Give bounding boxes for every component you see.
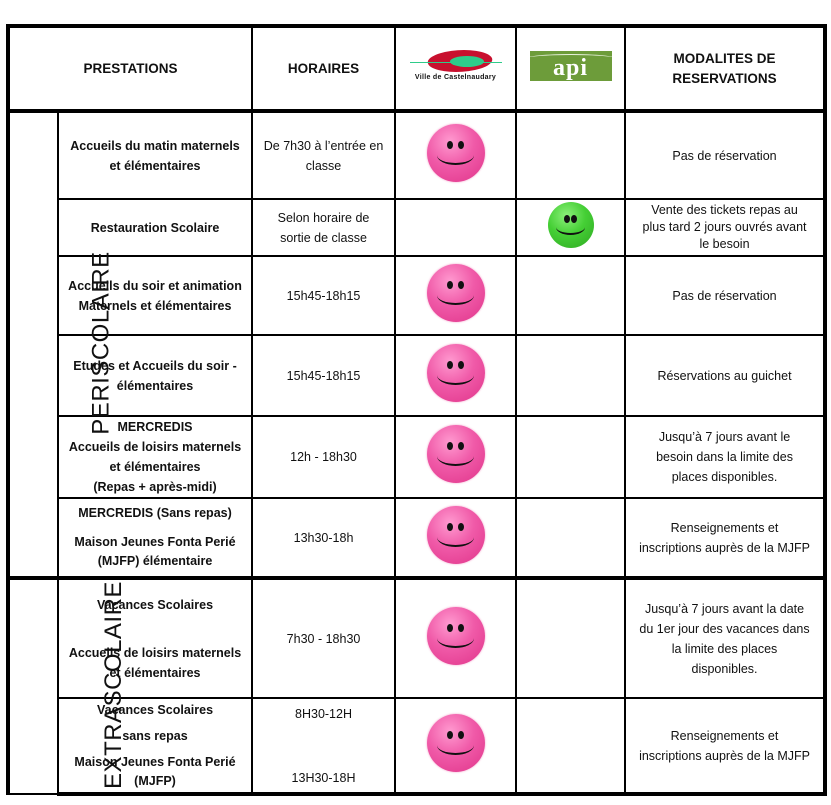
api-cell xyxy=(516,698,625,794)
category-label: PERISCOLAIRE xyxy=(87,251,115,435)
table-row xyxy=(8,416,825,498)
pink-smiley-icon xyxy=(427,344,485,402)
table-row xyxy=(8,335,825,416)
horaires-cell: 15h45-18h15 xyxy=(252,256,395,335)
api-cell xyxy=(516,256,625,335)
header-ville-logo xyxy=(395,26,516,111)
modalites-cell: Réservations au guichet xyxy=(625,335,825,416)
green-smiley-icon xyxy=(548,202,594,248)
prestation-cell: Accueils du soir et animation Maternels et élémentaires xyxy=(58,256,252,335)
ville-cell xyxy=(395,578,516,698)
horaires-cell: 7h30 - 18h30 xyxy=(252,578,395,698)
prestation-cell: Vacances Scolaires Accueils de loisirs maternels et élémentaires xyxy=(58,578,252,698)
ville-de-castelnaudary-logo: Ville de Castelnaudary xyxy=(404,42,508,90)
table-row xyxy=(8,256,825,335)
pink-smiley-icon xyxy=(427,264,485,322)
api-cell xyxy=(516,199,625,256)
modalites-cell: Vente des tickets repas au plus tard 2 jours ouvrés avant le besoin xyxy=(625,199,825,256)
prestation-cell: MERCREDIS Accueils de loisirs maternels et élémentaires (Repas + après-midi) xyxy=(58,416,252,498)
prestation-cell: Restauration Scolaire xyxy=(58,199,252,256)
ville-cell xyxy=(395,498,516,578)
modalites-cell: Renseignements et inscriptions auprès de la MJFP xyxy=(625,698,825,794)
api-cell xyxy=(516,111,625,199)
modalites-cell: Pas de réservation xyxy=(625,111,825,199)
horaires-cell: 8H30-12H 13H30-18H xyxy=(252,698,395,794)
pink-smiley-icon xyxy=(427,607,485,665)
ville-cell xyxy=(395,256,516,335)
ville-cell xyxy=(395,199,516,256)
prestation-cell: MERCREDIS (Sans repas) Maison Jeunes Fonta Perié (MJFP) élémentaire xyxy=(58,498,252,578)
ville-cell xyxy=(395,335,516,416)
prestation-cell: Etudes et Accueils du soir - élémentaires xyxy=(58,335,252,416)
reservation-table xyxy=(6,24,823,794)
ville-cell xyxy=(395,111,516,199)
api-cell xyxy=(516,335,625,416)
api-logo: api xyxy=(530,51,612,81)
horaires-cell: De 7h30 à l’entrée en classe xyxy=(252,111,395,199)
ville-cell xyxy=(395,698,516,794)
prestation-cell: Vacances Scolaires sans repas Maison Jeunes Fonta Perié (MJFP) xyxy=(58,698,252,794)
horaires-cell: 12h - 18h30 xyxy=(252,416,395,498)
horaires-cell: Selon horaire de sortie de classe xyxy=(252,199,395,256)
category-extrascolaire xyxy=(8,578,127,794)
pink-smiley-icon xyxy=(427,425,485,483)
modalites-cell: Renseignements et inscriptions auprès de la MJFP xyxy=(625,498,825,578)
horaires-cell: 15h45-18h15 xyxy=(252,335,395,416)
api-cell xyxy=(516,578,625,698)
pink-smiley-icon xyxy=(427,714,485,772)
table-row xyxy=(8,498,825,578)
table-row xyxy=(8,199,825,256)
api-cell xyxy=(516,498,625,578)
ville-cell xyxy=(395,416,516,498)
header-horaires: HORAIRES xyxy=(252,26,395,111)
table-row xyxy=(8,698,825,794)
modalites-cell: Jusqu’à 7 jours avant la date du 1er jour des vacances dans la limite des places disponibles. xyxy=(625,578,825,698)
table-row xyxy=(8,111,825,199)
category-periscolaire xyxy=(8,111,115,578)
horaires-cell: 13h30-18h xyxy=(252,498,395,578)
table-row xyxy=(8,578,825,698)
header-prestations: PRESTATIONS xyxy=(8,26,252,111)
prestation-cell: Accueils du matin maternels et élémentaires xyxy=(58,111,252,199)
category-label: EXTRASCOLAIRE xyxy=(99,581,127,789)
pink-smiley-icon xyxy=(427,506,485,564)
header-api-logo xyxy=(516,26,625,111)
modalites-cell: Pas de réservation xyxy=(625,256,825,335)
modalites-cell: Jusqu’à 7 jours avant le besoin dans la limite des places disponibles. xyxy=(625,416,825,498)
api-cell xyxy=(516,416,625,498)
header-modalites: MODALITES DE RESERVATIONS xyxy=(625,26,825,111)
pink-smiley-icon xyxy=(427,124,485,182)
